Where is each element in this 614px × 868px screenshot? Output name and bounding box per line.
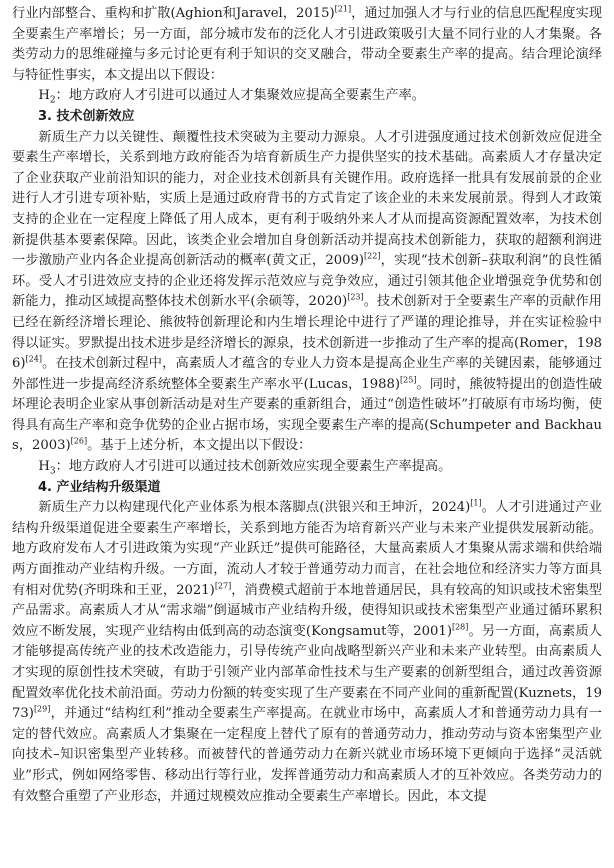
text-run: 新质生产力以构建现代化产业体系为根本落脚点(洪银兴和王坤沂，2024)	[38, 500, 471, 516]
text-run: 4. 产业结构升级渠道	[38, 479, 161, 495]
text-run: 行业内部整合、重构和扩散(Aghion和Jaravel，2015)	[12, 6, 335, 21]
text-run: ，并通过“结构红利”推动全要素生产率提高。在就业市场中，高素质人才和普通劳动力具有一定的替代效应。高素质人才集聚在一定程度上替代了原有的普通劳动力，推动劳动与资本密集型产业向技术–知识密集型产业转移。而被替代的普通劳动力在新兴就业市场环境下更倾向于选择“灵活就业”形式，例如网络零售、移动出行等行业，发挥普通劳动力和高素质人才的互补效应。各类劳动力的有效整合重塑了产业形态，并通过规模效应推动全要素生产率增长。因此，本文提	[12, 706, 602, 804]
hypothesis-subscript: 3	[49, 466, 56, 477]
text-run: ，消费模式超前于本地普通居民，具有较高的知识或技术密集型产品需求。高素质人才从“需求端”倒逼城市产业结构升级，使得知识或技术密集型产业通过循环累积效应不断发展，实现产业结构由低到高的动态演变(Kongsamut等，2001)	[12, 582, 602, 639]
text-run: 。另一方面，高素质人才能够提高传统产业的技术改造能力，引导传统产业向战略型新兴产业和未来产业转型。由高素质人才实现的原创性技术突破，有助于引领产业内部革命性技术与生产要素的创新型组合，通过改善资源配置效率优化技术前沿面。劳动力份额的转变实现了生产要素在不同产业间的重新配置(Kuznets，1973)	[12, 623, 602, 722]
citation-ref: [21]	[334, 4, 352, 14]
text-run: 3. 技术创新效应	[38, 108, 135, 124]
text-run: ：地方政府人才引进可以通过人才集聚效应提高全要素生产率。	[55, 88, 425, 104]
citation-ref: [27]	[214, 581, 232, 591]
text-run: 。技术创新对于全要素生产率的贡献作用已经在新经济增长理论、熊彼特创新理论和内生增长理论中进行了严谨的理论推导，并在实证检验中得以证实。罗默提出技术进步是经济增长的源泉，技术创新进一步推动了生产率的提高(Romer，1986)	[12, 294, 602, 372]
citation-ref: [24]	[25, 354, 42, 364]
citation-ref: [22]	[364, 251, 381, 261]
text-run: ：地方政府人才引进可以通过技术创新效应实现全要素生产率提高。	[55, 459, 452, 475]
hypothesis-subscript: 2	[49, 96, 56, 107]
text-run: 。在技术创新过程中，高素质人才蕴含的专业人力资本是提高企业生产率的关键因素，能够通过外部性进一步提高经济系统整体全要素生产率水平(Lucas，1988)	[12, 356, 602, 392]
section-heading-industrial-upgrade	[12, 478, 602, 499]
citation-ref: [1]	[470, 498, 482, 508]
text-run: ，通过加强人才与行业的信息匹配程度实现全要素生产率增长；另一方面，部分城市发布的泛化人才引进政策吸引大量不同行业的人才集聚。各类劳动力的思维碰撞与多元讨论更有利于知识的交叉融合，带动全要素生产率的提高。结合理论演绎与特征性事实，本文提出以下假设：	[12, 6, 603, 83]
citation-ref: [26]	[70, 437, 88, 447]
text-run: 。基于上述分析，本文提出以下假设：	[87, 438, 312, 454]
citation-ref: [28]	[451, 622, 469, 632]
citation-ref: [29]	[33, 704, 51, 714]
paragraph-industrial-upgrade	[12, 498, 602, 807]
paragraph-tech-innovation	[12, 128, 602, 458]
text-run: 。人才引进通过产业结构升级渠道促进全要素生产率增长，关系到地方能否为培育新兴产业与未来产业提供发展新动能。地方政府发布人才引进政策为实现“产业跃迁”提供可能路径，大量高素质人才集聚从需求端和供给端两方面推动产业结构升级。一方面，流动人才较于普通劳动力而言，在社会地位和经济实力等方面具有相对优势(齐明珠和王亚，2021)	[12, 500, 602, 598]
citation-ref: [25]	[400, 375, 417, 385]
citation-ref: [23]	[347, 292, 364, 302]
text-run: ，实现“技术创新–获取利润”的良性循环。受人才引进效应支持的企业还将发挥示范效应与竞争效应，通过引领其他企业增强竞争优势和创新能力，推动区域提高整体技术创新水平(余硕等，2020)	[12, 253, 602, 310]
text-run: H	[38, 459, 50, 475]
hypothesis-h3	[12, 457, 602, 478]
section-heading-tech-innovation	[12, 107, 602, 128]
hypothesis-h2	[12, 86, 602, 107]
text-run: 新质生产力以关键性、颠覆性技术突破为主要动力源泉。人才引进强度通过技术创新效应促进全要素生产率增长，关系到地方政府能否为培育新质生产力提供坚实的技术基础。高素质人才存量决定了企业获取产业前沿知识的能力，对企业技术创新具有关键作用。政府选择一批具有发展前景的企业进行人才引进专项补贴，实质上是通过政府背书的方式肯定了该企业的未来发展前景。得到人才政策支持的企业在一定程度上降低了用人成本，更有利于吸纳外来人才从而提高资源配置效率，为技术创新提供基本要素保障。因此，该类企业会增加自身创新活动并提高技术创新能力，获取的超额利润进一步激励产业内各企业提高创新活动的概率(黄文正，2009)	[12, 129, 602, 269]
text-run: H	[38, 88, 50, 104]
text-run: 。同时，熊彼特提出的创造性破坏理论表明企业家从事创新活动是对生产要素的重新组合，通过“创造性破坏”打破原有市场均衡，使得具有高生产率和竞争优势的企业占据市场，实现全要素生产率的提高(Schumpeter and Backhaus，2003)	[12, 376, 603, 454]
paragraph-intro	[12, 4, 602, 86]
